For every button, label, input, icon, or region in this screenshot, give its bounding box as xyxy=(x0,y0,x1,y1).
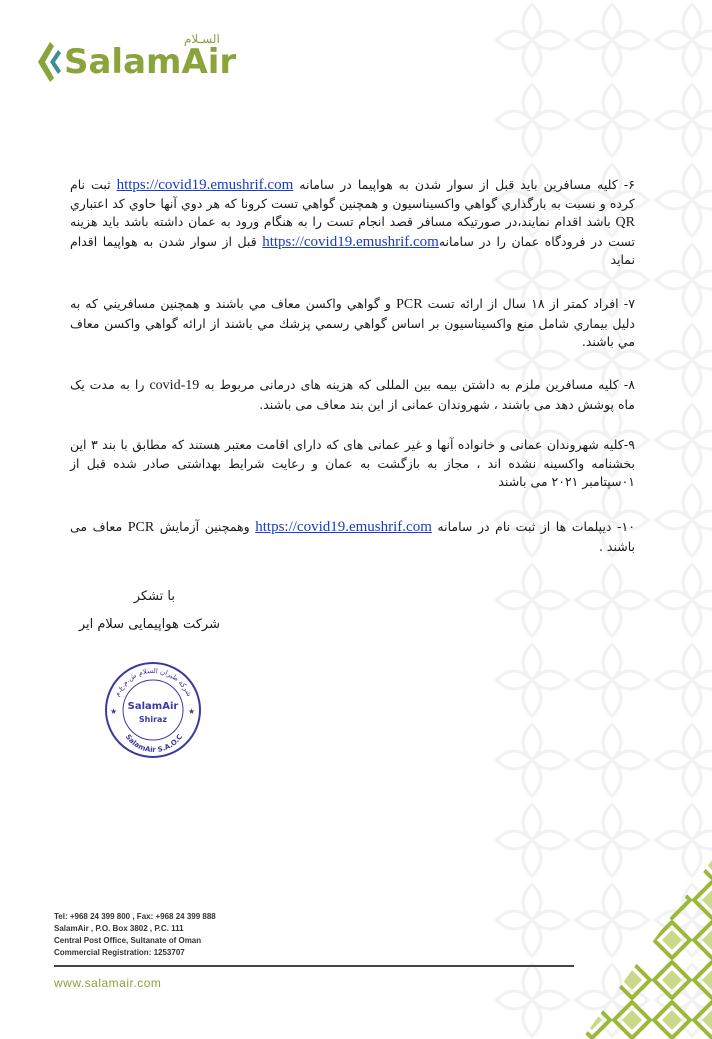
footer-divider xyxy=(54,965,574,967)
stamp-bottom-text: SalamAir S.A.O.C xyxy=(123,732,185,755)
p6-text-a: ۶- کلیه مسافرین باید قبل از سوار شدن به هواپیما در سامانه xyxy=(293,177,635,192)
footer-address: Central Post Office, Sultanate of Oman xyxy=(54,936,202,945)
p6-link-1[interactable]: https://covid19.emushrif.com xyxy=(116,177,294,193)
p8-text-a: ۸- کلیه مسافرین ملزم به داشتن بیمه بین المللی که هزینه های درمانی مربوط به xyxy=(199,377,635,392)
logo-air: Air xyxy=(181,42,237,82)
logo-arrow-icon xyxy=(36,40,62,84)
p10-link[interactable]: https://covid19.emushrif.com xyxy=(255,519,432,535)
p7-text-b: و گواهي واکسن معاف مي باشند و همچنین مسافریني که به دلیل بیماري شامل منع واکسیناسیون بر اساس گواهي رسمي پزشك مي باشند از ارائه گواهي واکسن معاف مي باشند. xyxy=(70,296,635,349)
stamp-top-text: شرکة طیران السلام ش.م.ع.م xyxy=(112,666,194,698)
p6-text-b: ثبت نام کرده و نسبت به بارگذاري گواهي واکسیناسیون و همچنین گواهي تست کرونا که هر دوي آنها حاوي کد اعتباري xyxy=(70,177,635,211)
stamp-star-right-icon: ★ xyxy=(188,707,196,716)
footer-contact-info xyxy=(54,911,216,959)
p6-text-c: باشد اقدام نمایند،در صورتیکه مسافر قصد انجام تست را به هنگام ورود به عمان داشته باشد باید هزینه تست در فرودگاه عمان را در سامانه xyxy=(70,214,635,249)
p7-text-a: ۷- افراد کمتر از ۱۸ سال از ارائه تست xyxy=(422,296,635,311)
stamp-star-left-icon: ★ xyxy=(110,707,118,716)
p10-pcr: PCR xyxy=(127,520,155,535)
p6-text-d: قبل از سوار شدن به هواپیما اقدام نماید xyxy=(70,233,635,267)
footer-registration: Commercial Registration: 1253707 xyxy=(54,948,185,957)
p8-covid: covid-19 xyxy=(149,378,200,393)
p10-text-b: وهمچنین آزمایش xyxy=(154,519,250,534)
stamp-brand: SalamAir xyxy=(127,701,179,712)
footer-website[interactable]: www.salamair.com xyxy=(54,976,162,990)
footer-phone: Tel: +968 24 399 800 , Fax: +968 24 399 888 xyxy=(54,912,216,921)
logo-wordmark xyxy=(64,42,236,82)
p10-text-a: ۱۰- دیپلمات ها از ثبت نام در سامانه xyxy=(431,519,635,534)
paragraph-8 xyxy=(70,376,635,414)
footer-po-box: SalamAir , P.O. Box 3802 , P.C. 111 xyxy=(54,924,184,933)
paragraph-10 xyxy=(70,518,635,556)
company-signature: شرکت هواپیمایی سلام ایر xyxy=(78,617,220,632)
p6-link-2[interactable]: https://covid19.emushrif.com xyxy=(262,233,439,250)
closing-thanks: با تشکر xyxy=(133,589,175,604)
logo-arabic-text: السـلام xyxy=(184,32,220,46)
paragraph-7 xyxy=(70,295,635,352)
stamp-city: Shiraz xyxy=(138,715,168,724)
p6-qr: QR xyxy=(615,215,635,230)
paragraph-6 xyxy=(70,176,635,270)
p10-text-c: معاف می باشند . xyxy=(70,519,635,554)
logo-salam: Salam xyxy=(64,42,182,82)
p8-text-b: را به مدت یک ماه پوشش دهد می باشند ، شهروندان عمانی از این بند معاف می باشند. xyxy=(70,377,635,412)
p7-pcr: PCR xyxy=(396,297,423,312)
salamair-logo xyxy=(36,30,276,90)
paragraph-9 xyxy=(70,436,635,492)
p9-text: ۹-کلیه شهروندان عمانی و خانواده آنها و غیر عمانی های که دارای اقامت معتبر هستند که مطابق با بند ۳ این بخشنامه واکسینه نشده اند ، مجاز به بازگشت به عمان و رعایت شرایط بهداشتی صادر شده قبل از ۰۱سپتامبر ۲۰۲۱ می باشند xyxy=(70,437,635,489)
company-stamp xyxy=(102,660,204,760)
